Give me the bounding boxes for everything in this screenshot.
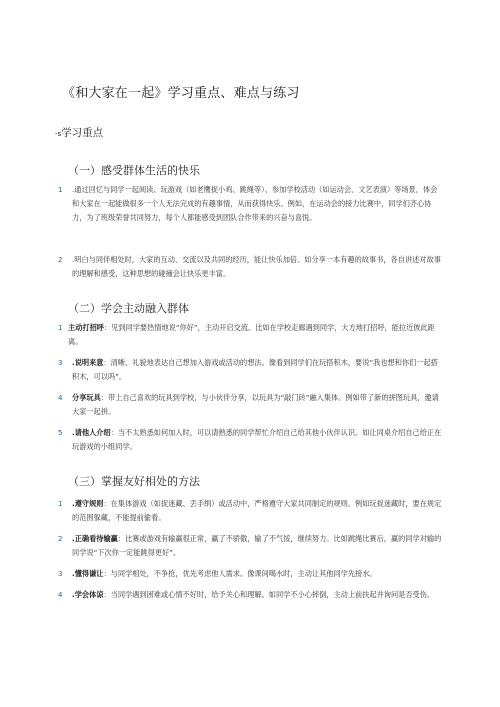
list-item bbox=[58, 532, 443, 560]
item-number: 3 bbox=[58, 570, 63, 578]
section-heading-1: （一）感受群体生活的快乐 bbox=[68, 164, 200, 177]
list-item bbox=[58, 321, 443, 349]
item-number: 3 bbox=[58, 359, 63, 367]
item-text: ：当不太熟悉如何加入时，可以请熟悉的同学帮忙介绍自己给其他小伙伴认识。如让同桌介绍自己给正在玩游戏的小组同学。 bbox=[72, 428, 442, 452]
list-item bbox=[58, 253, 443, 281]
item-text: .通过回忆与同学一起阅读、玩游戏（如老鹰捉小鸡、跳绳等）、参加学校活动（如运动会、文艺表演）等场景，体会和大家在一起能做很多一个人无法完成的有趣事情，从而获得快乐。例如，在运动会的接力比赛中，同学们齐心协力，为了班级荣誉共同努力，每个人都能感受到团队合作带来的兴奋与喜悦。 bbox=[72, 185, 438, 223]
list-item bbox=[58, 567, 443, 581]
item-lead: .遵守规则 bbox=[72, 499, 104, 508]
item-number: 5 bbox=[58, 429, 63, 437]
document-title: 《和大家在一起》学习重点、难点与练习 bbox=[62, 86, 300, 101]
item-text: ：见到同学要热情地说“你好”，主动开启交流。比如在学校走廊遇到同学，大方地打招呼，能拉近彼此距离。 bbox=[68, 323, 435, 347]
subheading-text: 学习重点 bbox=[61, 127, 104, 139]
subheading bbox=[55, 125, 103, 140]
section-heading-2: （二）学会主动融入群体 bbox=[68, 302, 189, 315]
item-number: 2 bbox=[58, 256, 63, 264]
item-lead: .说明来意 bbox=[72, 358, 104, 367]
section-heading-3: （三）掌握友好相处的方法 bbox=[68, 475, 200, 488]
list-item bbox=[58, 426, 443, 454]
item-number: 4 bbox=[58, 591, 63, 599]
item-number: 1 bbox=[58, 186, 63, 194]
item-number: 1 bbox=[58, 324, 63, 332]
item-lead: .正确看待输赢 bbox=[72, 534, 118, 543]
list-item bbox=[58, 391, 443, 419]
list-item bbox=[58, 356, 443, 384]
item-lead: 主动打招呼 bbox=[68, 323, 104, 332]
list-item bbox=[58, 497, 443, 525]
item-text: ：带上自己喜欢的玩具到学校，与小伙伴分享，以玩具为“敲门砖”融入集体。例如带了新的拼图玩具，邀请大家一起拼。 bbox=[72, 393, 439, 417]
item-lead: .学会体谅 bbox=[72, 590, 104, 599]
list-item bbox=[58, 183, 443, 226]
item-text: ：在集体游戏（如捉迷藏、丢手绢）或活动中，严格遵守大家共同制定的规则。例如玩捉迷藏时，要在规定的范围躲藏，不能提前偷看。 bbox=[72, 499, 442, 523]
item-number: 1 bbox=[58, 500, 63, 508]
item-lead: .请他人介绍 bbox=[72, 428, 111, 437]
item-number: 4 bbox=[58, 394, 63, 402]
item-text: ：当同学遇到困难或心情不好时，给予关心和理解。如同学不小心摔倒，主动上前扶起并询问是否受伤。 bbox=[103, 590, 435, 599]
list-item bbox=[58, 588, 443, 602]
item-text: ：清晰、礼貌地表达自己想加入游戏或活动的想法。像看到同学们在玩搭积木，要说“我也想和你们一起搭积木，可以吗”。 bbox=[72, 358, 438, 382]
item-text: .明白与同伴相处时，大家的互动、交流以及共同的经历，能让快乐加倍。如分享一本有趣的故事书，各自讲述对故事的理解和感受，这种思想的碰撞会让快乐更丰富。 bbox=[72, 255, 441, 279]
item-number: 2 bbox=[58, 535, 63, 543]
subheading-mark: -s bbox=[55, 130, 62, 138]
item-text: ：与同学相处，不争抢，优先考虑他人需求。像课间喝水时，主动让其他同学先接水。 bbox=[103, 569, 377, 578]
item-lead: .懂得谦让 bbox=[72, 569, 104, 578]
item-text: ：比赛或游戏有输赢很正常，赢了不骄傲，输了不气馁，继续努力。比如跳绳比赛后，赢的同学对输的同学说“下次你一定能跳得更好”。 bbox=[72, 534, 442, 558]
item-lead: 分享玩具 bbox=[72, 393, 101, 402]
